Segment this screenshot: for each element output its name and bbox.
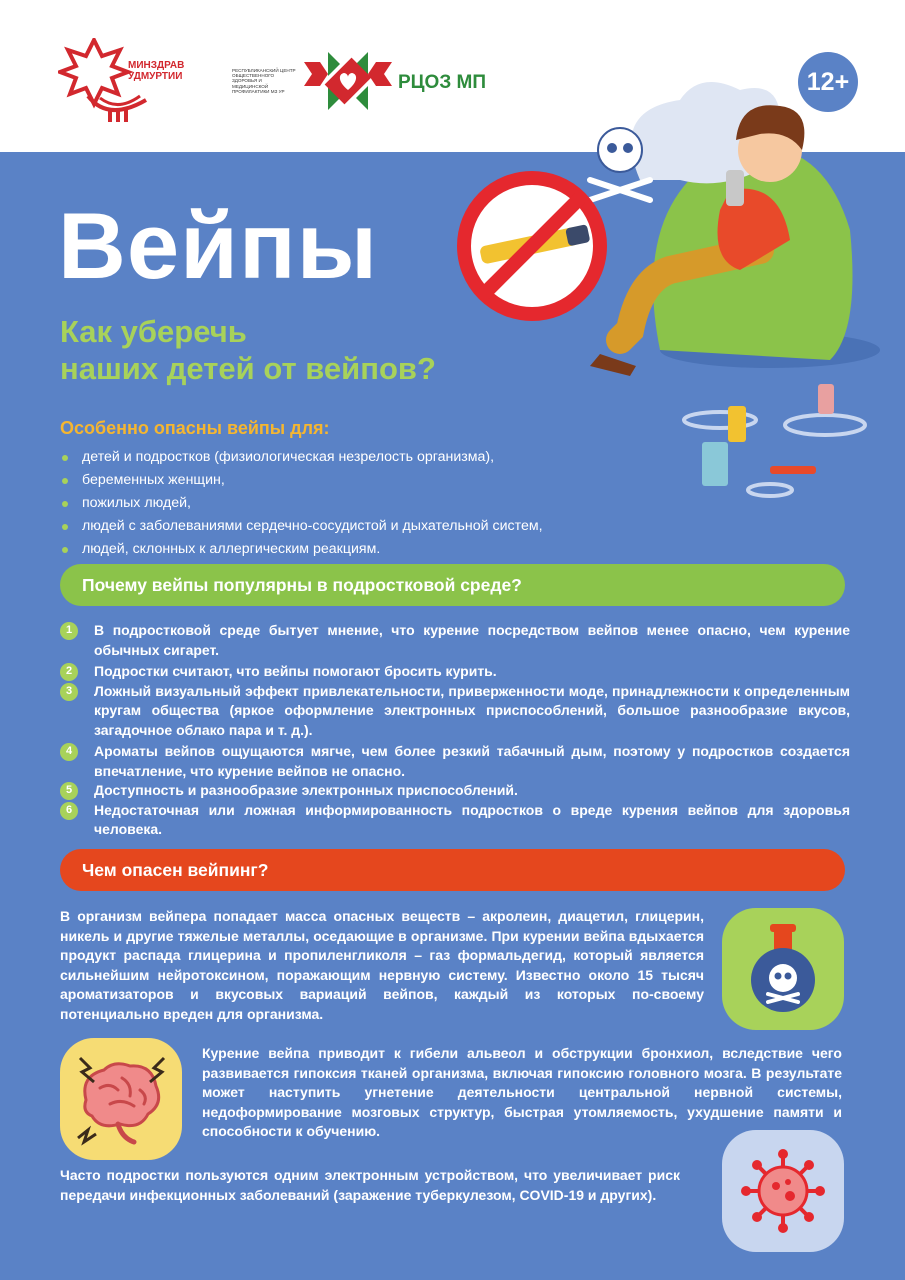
- danger-paragraph-substances: В организм вейпера попадает масса опасных веществ – акролеин, диацетил, глицерин, никель и другие тяжелые металлы, оседающие в организме. При курении вейпа вдыхается продукт распада глицерина и пропиленгликоля – газ формальдегид, который является сильнейшим нейротоксином, поражающим нервную систему. Известно около 15 тысяч ароматизаторов и вкусовых вариаций вейпов, каждый из которых по-своему потенциально вреден для организма.: [60, 908, 704, 1022]
- minzdrav-logo-text: МИНЗДРАВ УДМУРТИИ: [128, 60, 185, 82]
- danger-heading-band: Чем опасен вейпинг?: [60, 849, 845, 891]
- reason-item: 4 Ароматы вейпов ощущаются мягче, чем более резкий табачный дым, поэтому у подростков создается впечатление, что курение вейпов не опасно.: [60, 742, 850, 781]
- rcoz-logo-text: РЦОЗ МП: [398, 72, 486, 93]
- number-badge: 2: [60, 663, 78, 681]
- number-badge: 4: [60, 743, 78, 761]
- number-badge: 3: [60, 683, 78, 701]
- number-badge: 6: [60, 802, 78, 820]
- subtitle-line-1: Как уберечь: [60, 314, 247, 349]
- minzdrav-logo: [58, 38, 188, 128]
- hero-illustration: [440, 70, 890, 510]
- danger-paragraph-infection: Часто подростки пользуются одним электронным устройством, что увеличивает риск передачи инфекционных заболеваний (заражение туберкулезом, COVID-19 и других).: [60, 1167, 680, 1203]
- virus-icon: [722, 1130, 844, 1252]
- rcoz-caption: РЕСПУБЛИКАНСКИЙ ЦЕНТР ОБЩЕСТВЕННОГО ЗДОРОВЬЯ И МЕДИЦИНСКОЙ ПРОФИЛАКТИКИ МЗ УР: [232, 68, 296, 94]
- reason-item: 5 Доступность и разнообразие электронных приспособлений.: [60, 781, 850, 801]
- list-item: детей и подростков (физиологическая незрелость организма),: [60, 446, 543, 469]
- reason-item: 3 Ложный визуальный эффект привлекательности, приверженности моде, принадлежности к определенным кругам общества (яркое оформление электронных приспособлений, большое разнообразие вкусов, загадочное облако пара и т. д.).: [60, 682, 850, 741]
- age-badge: 12+: [798, 52, 858, 112]
- reason-item: 1 В подростковой среде бытует мнение, что курение посредством вейпов менее опасно, чем курение обычных сигарет.: [60, 621, 850, 660]
- dangerous-list: [60, 446, 543, 561]
- subtitle-line-2: наших детей от вейпов?: [60, 351, 436, 386]
- reason-item: 6 Недостаточная или ложная информированность подростков о вреде курения вейпов для здоровья человека.: [60, 801, 850, 840]
- flask-icon: [722, 908, 844, 1030]
- reason-item: 2 Подростки считают, что вейпы помогают бросить курить.: [60, 662, 850, 682]
- list-item: людей с заболеваниями сердечно-сосудистой и дыхательной систем,: [60, 515, 543, 538]
- list-item: беременных женщин,: [60, 469, 543, 492]
- number-badge: 1: [60, 622, 78, 640]
- danger-paragraph-hypoxia: Курение вейпа приводит к гибели альвеол и обструкции бронхиол, вследствие чего развивается гипоксия тканей организма, включая гипоксию головного мозга. В результате может наступить угнетение деятельности центральной нервной системы, недоформирование мозговых структур, быстрая утомляемость, ухудшение памяти и способности к обучению.: [202, 1045, 842, 1140]
- popular-heading-band: Почему вейпы популярны в подростковой среде?: [60, 564, 845, 606]
- list-item: пожилых людей,: [60, 492, 543, 515]
- rcoz-logo: [298, 48, 398, 114]
- brain-icon: [60, 1038, 182, 1160]
- popular-reasons-list: [60, 621, 850, 840]
- number-badge: 5: [60, 782, 78, 800]
- dangerous-heading: Особенно опасны вейпы для:: [60, 418, 330, 438]
- list-item: людей, склонных к аллергическим реакциям.: [60, 538, 543, 561]
- page-title: Вейпы: [58, 193, 379, 298]
- page-subtitle: [60, 313, 580, 387]
